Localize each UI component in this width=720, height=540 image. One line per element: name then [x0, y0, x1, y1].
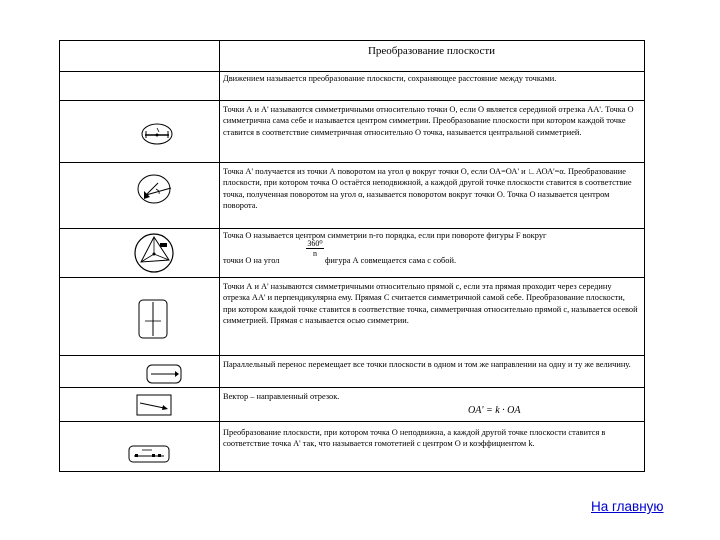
rotational-symmetry-line2-start: точки О на угол — [223, 256, 280, 265]
homothety-definition: Преобразование плоскости, при котором точка О неподвижна, а каждой другой точке плоскости ставится в соответствие точка А' так, что называется гомотетией с центром О и коэффициентом k. — [223, 428, 606, 449]
vector-definition: Вектор – направленный отрезок. — [223, 392, 340, 401]
homothety-icon — [128, 445, 170, 463]
row-divider — [60, 100, 644, 101]
row-divider — [60, 71, 644, 72]
rotational-symmetry-line1: Точка О называется центром симметрии n-го порядка, если при повороте фигуры F вокруг — [223, 231, 547, 240]
row-divider — [60, 421, 644, 422]
row-divider — [60, 277, 644, 278]
angle-fraction-numerator: 360⁰ — [307, 239, 323, 248]
axial-symmetry-icon — [138, 299, 168, 339]
row-divider — [60, 387, 644, 388]
row-divider — [60, 162, 644, 163]
vector-icon — [136, 394, 172, 416]
parallel-translation-icon — [146, 364, 182, 384]
home-link[interactable]: На главную — [591, 499, 664, 514]
angle-fraction — [306, 239, 324, 258]
column-divider — [219, 41, 220, 471]
rotation-definition: Точка А' получается из точки А поворотом на угол φ вокруг точки О, если ОА=ОА' и ∟АОА'=α. Преобразование плоскости, при котором точка О остаётся неподвижной, а каждой другой точке плоскости ставится в соответствие точка, полученная поворотом на угол α, называется поворотом вокруг точки О. Точка О называется центром поворота. — [223, 167, 632, 210]
parallel-translation-definition: Параллельный перенос перемещает все точки плоскости в одном и том же направлении на одну и ту же величину. — [223, 360, 631, 369]
homothety-formula: OA' = k · OA — [468, 405, 521, 416]
angle-fraction-denominator: n — [313, 249, 317, 258]
central-symmetry-icon — [140, 122, 174, 146]
rotational-symmetry-line2-end: фигура А совмещается сама с собой. — [325, 256, 457, 265]
transformations-table — [59, 40, 645, 472]
table-title: Преобразование плоскости — [367, 45, 496, 57]
rotational-symmetry-icon — [133, 232, 175, 274]
row-divider — [60, 355, 644, 356]
row-divider — [60, 228, 644, 229]
rotation-icon — [136, 173, 176, 205]
axial-symmetry-definition: Точки А и А' называются симметричными относительно прямой с, если эта прямая проходит через середину отрезка АА' и перпендикулярна ему. Прямая С считается симметричной самой себе. Преобразование плоскости, при котором каждой точке ставится в соответствие точка, симметричная относительно прямой с, называется осевой симметрией. Прямая с называется осью симметрии. — [223, 282, 638, 325]
motion-definition: Движением называется преобразование плоскости, сохраняющее расстояние между точками. — [223, 74, 557, 83]
central-symmetry-definition: Точки А и А' называются симметричными относительно точки О, если О является серединой отрезка АА'. Точка О симметрична сама себе и называется центром симметрии. Преобразование плоскости при котором каждой точке ставится в соответствие симметричная относительно О точка, называется центральной симметрией. — [223, 105, 634, 137]
